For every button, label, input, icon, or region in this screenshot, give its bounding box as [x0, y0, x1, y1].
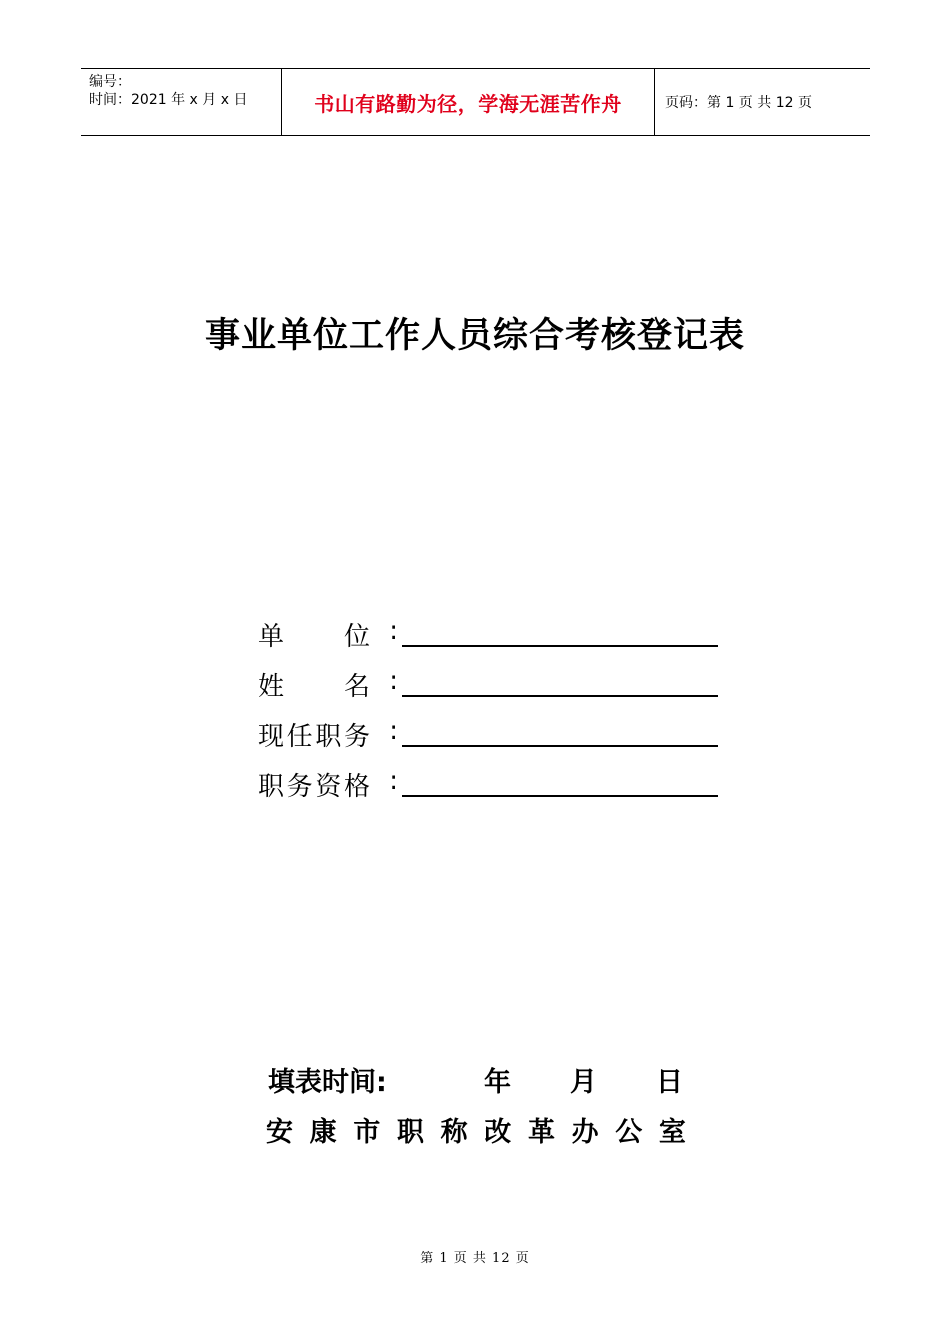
- org-char: 室: [658, 1117, 686, 1148]
- fill-time-year: 年: [484, 1067, 511, 1098]
- header-page-label: 页码：第 1 页 共 12 页: [665, 95, 812, 111]
- field-position-label: 现 任 职 务: [258, 722, 370, 752]
- org-char: 安: [266, 1117, 293, 1148]
- org-char: 改: [484, 1117, 512, 1148]
- org-char: 称: [440, 1117, 468, 1148]
- page-title: 事业单位工作人员综合考核登记表: [204, 316, 745, 356]
- field-name-label: 姓 名: [258, 672, 370, 702]
- page-footer: 第 1 页 共 12 页: [420, 1251, 530, 1266]
- field-qualification: [258, 762, 718, 812]
- header-meta: [81, 69, 282, 135]
- header-motto: 书山有路勤为径，学海无涯苦作舟: [282, 69, 655, 135]
- field-name-colon: :: [389, 666, 398, 696]
- document-header: [81, 68, 870, 136]
- org-char: 革: [527, 1117, 555, 1148]
- fill-time-label: 填表时间:: [268, 1067, 387, 1098]
- org-char: 康: [309, 1117, 337, 1148]
- field-qualification-label: 职 务 资 格: [258, 772, 370, 802]
- org-char: 公: [615, 1117, 643, 1148]
- field-unit-blank[interactable]: [402, 645, 718, 647]
- field-position-colon: :: [389, 716, 398, 746]
- field-qualification-blank[interactable]: [402, 795, 718, 797]
- fill-time: [268, 1060, 688, 1100]
- time-label: 时间：2021 年 x 月 x 日: [89, 92, 248, 108]
- fill-time-day: 日: [656, 1067, 683, 1098]
- field-unit-colon: :: [389, 616, 398, 646]
- org-char: 职: [396, 1117, 424, 1148]
- field-unit-label: 单 位: [258, 622, 370, 652]
- number-label: 编号：: [89, 74, 131, 90]
- field-name-blank[interactable]: [402, 695, 718, 697]
- form-fields: [258, 612, 718, 812]
- field-position: [258, 712, 718, 762]
- field-name: [258, 662, 718, 712]
- field-unit: [258, 612, 718, 662]
- fill-time-month: 月: [570, 1067, 597, 1098]
- organization-name: [266, 1110, 686, 1149]
- org-char: 办: [571, 1117, 599, 1148]
- org-char: 市: [353, 1117, 381, 1148]
- field-qualification-colon: :: [389, 766, 398, 796]
- field-position-blank[interactable]: [402, 745, 718, 747]
